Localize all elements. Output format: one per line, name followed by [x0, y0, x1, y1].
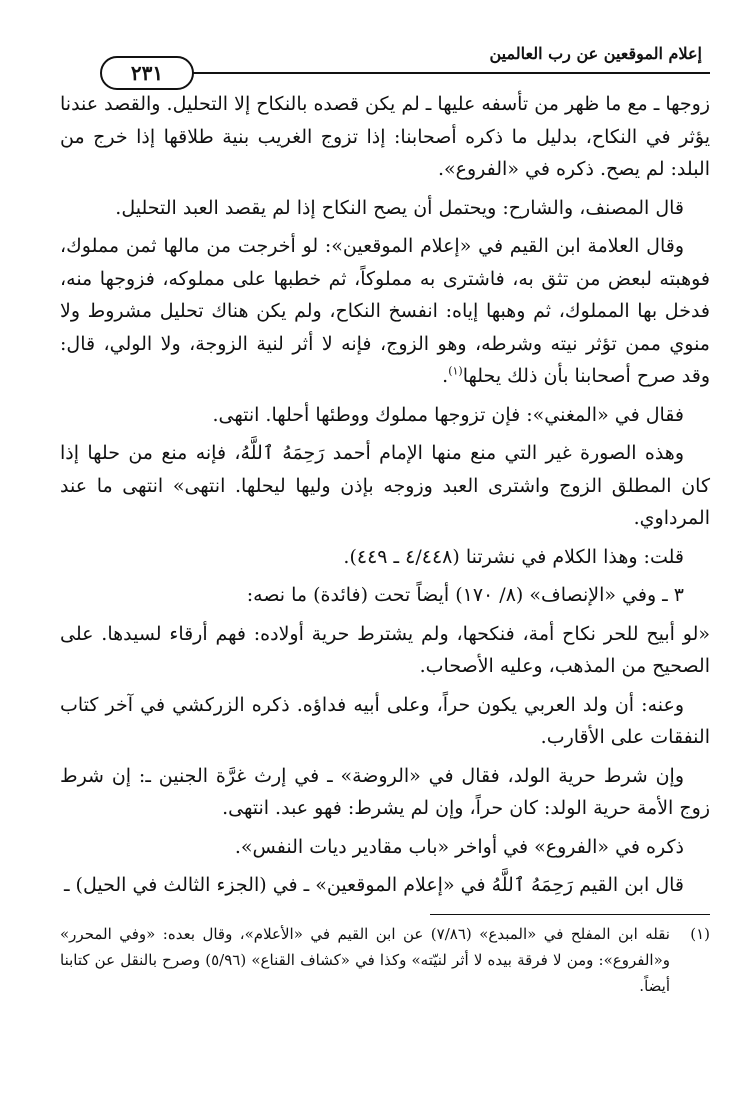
paragraph: قلت: وهذا الكلام في نشرتنا (٤/٤٤٨ ـ ٤٤٩).: [343, 545, 684, 568]
paragraph: وعنه: أن ولد العربي يكون حراً، وعلى أبيه فداؤه. ذكره الزركشي في آخر كتاب النفقات على الأقارب.: [60, 693, 710, 748]
page-header: [60, 30, 710, 88]
main-text: [60, 88, 710, 902]
footnote-divider: [430, 914, 710, 915]
footnote: [60, 921, 710, 999]
header-rule: [120, 72, 710, 74]
footnote-text: نقله ابن المفلح في «المبدع» (٧/٨٦) عن ابن القيم في «الأعلام»، وقال بعده: «وفي المحرر» و«الفروع»: ومن لا فرقة بيده لا أثر لنيّته» وكذا في «كشاف القناع» (٥/٩٦) وصرح بالنقل عن كتابنا أيضاً.: [60, 924, 670, 995]
paragraph: ذكره في «الفروع» في أواخر «باب مقادير ديات النفس».: [234, 835, 684, 858]
paragraph: قال المصنف، والشارح: ويحتمل أن يصح النكاح إذا لم يقصد العبد التحليل.: [115, 196, 684, 219]
footnote-reference[interactable]: (١): [448, 364, 463, 378]
paragraph: وهذه الصورة غير التي منع منها الإمام أحمد رَحِمَهُ ٱللَّهُ، فإنه منع من حلها إذا كان المطلق الزوج واشترى العبد وزوجه بإذن وليها ليحلها. انتهى» انتهى ما عند المرداوي.: [60, 442, 710, 529]
footnote-number: (١): [690, 924, 710, 943]
paragraph: زوجها ـ مع ما ظهر من تأسفه عليها ـ لم يكن قصده بالنكاح إلا التحليل. والقصد عندنا يؤثر في النكاح، بدليل ما ذكره أصحابنا: إذا تزوج الغريب بنية طلاقها إذا خرج من البلد: لم يصح. ذكره في «الفروع».: [60, 93, 710, 180]
paragraph-text: وقال العلامة ابن القيم في «إعلام الموقعين»: لو أخرجت من مالها ثمن مملوك، فوهبته لبعض من تثق به، فاشترى به مملوكاً، ثم خطبها على مملوكه، فزوجها منه، فدخل بها المملوك، ثم وهبها إياه: انفسخ النكاح، ولم يكن هناك تحليل مشروط ولا منوي ممن تؤثر نيته وشرطه، وهو الزوج، فإنه لا أثر لنية الزوجة، ولا الولي، قال: وقد صرح أصحابنا بأن ذلك يحلها: [60, 235, 710, 387]
paragraph: ٣ ـ وفي «الإنصاف» (٨/ ١٧٠) أيضاً تحت (فائدة) ما نصه:: [246, 584, 684, 606]
paragraph: «لو أبيح للحر نكاح أمة، فنكحها، ولم يشترط حرية أولاده: فهم أرقاء لسيدها. على الصحيح من المذهب، وعليه الأصحاب.: [60, 622, 710, 677]
book-page: [60, 30, 710, 1090]
paragraph-end: .: [442, 365, 449, 387]
paragraph: قال ابن القيم رَحِمَهُ ٱللَّهُ في «إعلام الموقعين» ـ في (الجزء الثالث في الحيل) ـ: [63, 874, 684, 896]
paragraph: [60, 230, 710, 393]
paragraph: فقال في «المغني»: فإن تزوجها مملوك ووطئها أحلها. انتهى.: [212, 403, 684, 426]
paragraph: وإن شرط حرية الولد، فقال في «الروضة» ـ في إرث غرَّة الجنين ـ: إن شرط زوج الأمة حرية الولد: كان حراً، وإن لم يشرط: فهو عبد. انتهى.: [60, 764, 710, 819]
page-number: ٢٣١: [100, 56, 194, 90]
running-title: إعلام الموقعين عن رب العالمين: [489, 44, 702, 63]
